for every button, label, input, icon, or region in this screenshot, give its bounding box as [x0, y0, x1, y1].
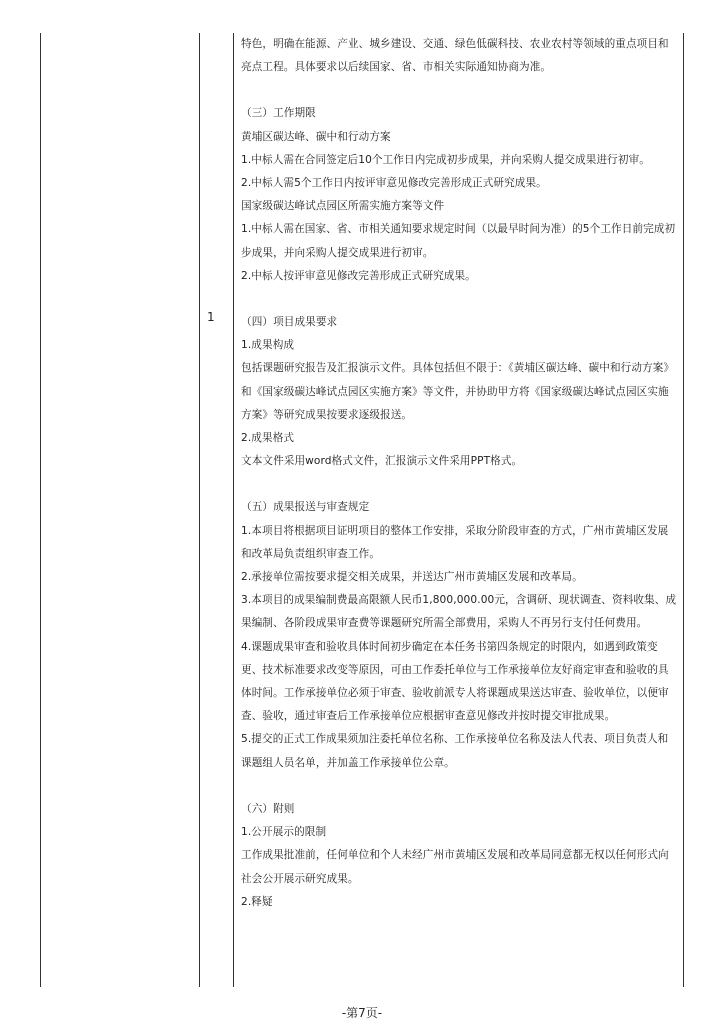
subheading: 黄埔区碳达峰、碳中和行动方案: [241, 130, 391, 143]
paragraph: 特色，明确在能源、产业、城乡建设、交通、绿色低碳科技、农业农村等领域的重点项目和亮点工程。具体要求以后续国家、省、市相关实际通知协商为准。: [241, 38, 669, 74]
paragraph: 1.中标人需在合同签定后10个工作日内完成初步成果，并向采购人提交成果进行初审。: [241, 153, 650, 166]
table-border-left: [40, 33, 41, 987]
section-heading: （五）成果报送与审查规定: [241, 501, 370, 514]
section-heading: （六）附则: [241, 802, 295, 815]
table-border-col2: [199, 33, 200, 987]
subheading: 1.成果构成: [241, 339, 295, 352]
section-heading: （四）项目成果要求: [241, 316, 338, 329]
table-border-col3: [233, 33, 234, 987]
paragraph: 1.中标人需在国家、省、市相关通知要求规定时间（以最早时间为准）的5个工作日前完成初步成果，并向采购人提交成果进行初审。: [241, 223, 676, 259]
table-border-right: [683, 33, 684, 987]
paragraph: 2.中标人按评审意见修改完善形成正式研究成果。: [241, 269, 476, 282]
section-heading: （三）工作期限: [241, 107, 316, 120]
spacer: [241, 79, 679, 102]
subheading: 国家级碳达峰试点园区所需实施方案等文件: [241, 200, 445, 213]
subheading: 2.释疑: [241, 895, 273, 908]
row-number: 1: [207, 310, 215, 324]
paragraph: 3.本项目的成果编制费最高限额人民币1,800,000.00元，含调研、现状调查、资料收集、成果编制、各阶段成果审查费等课题研究所需全部费用，采购人不再另行支付任何费用。: [241, 594, 677, 630]
paragraph: 文本文件采用word格式文件，汇报演示文件采用PPT格式。: [241, 455, 523, 468]
spacer: [241, 473, 679, 496]
subheading: 2.成果格式: [241, 432, 295, 445]
spacer: [241, 775, 679, 798]
paragraph: 2.中标人需5个工作日内按评审意见修改完善形成正式研究成果。: [241, 177, 547, 190]
page-number: -第7页-: [341, 1006, 383, 1020]
spacer: [241, 288, 679, 311]
paragraph: 2.承接单位需按要求提交相关成果，并送达广州市黄埔区发展和改革局。: [241, 571, 583, 584]
paragraph: 4.课题成果审查和验收具体时间初步确定在本任务书第四条规定的时限内，如遇到政策变更、技术标准要求改变等原因，可由工作委托单位与工作承接单位友好商定审查和验收的具体时间。工作承接单位必须于审查、验收前派专人将课题成果送达审查、验收单位，以便审查、验收，通过审查后工作承接单位应根据审查意见修改并按时提交审批成果。: [241, 640, 669, 723]
paragraph: 工作成果批准前，任何单位和个人未经广州市黄埔区发展和改革局同意都无权以任何形式向社会公开展示研究成果。: [241, 849, 669, 885]
requirements-cell: [241, 33, 679, 914]
paragraph: 包括课题研究报告及汇报演示文件。具体包括但不限于：《黄埔区碳达峰、碳中和行动方案》和《国家级碳达峰试点园区实施方案》等文件，并协助甲方将《国家级碳达峰试点园区实施方案》等研究成果按要求逐级报送。: [241, 362, 675, 421]
paragraph: 1.本项目将根据项目证明项目的整体工作安排，采取分阶段审查的方式，广州市黄埔区发展和改革局负责组织审查工作。: [241, 524, 669, 560]
paragraph: 5.提交的正式工作成果须加注委托单位名称、工作承接单位名称及法人代表、项目负责人和课题组人员名单，并加盖工作承接单位公章。: [241, 733, 669, 769]
subheading: 1.公开展示的限制: [241, 826, 327, 839]
